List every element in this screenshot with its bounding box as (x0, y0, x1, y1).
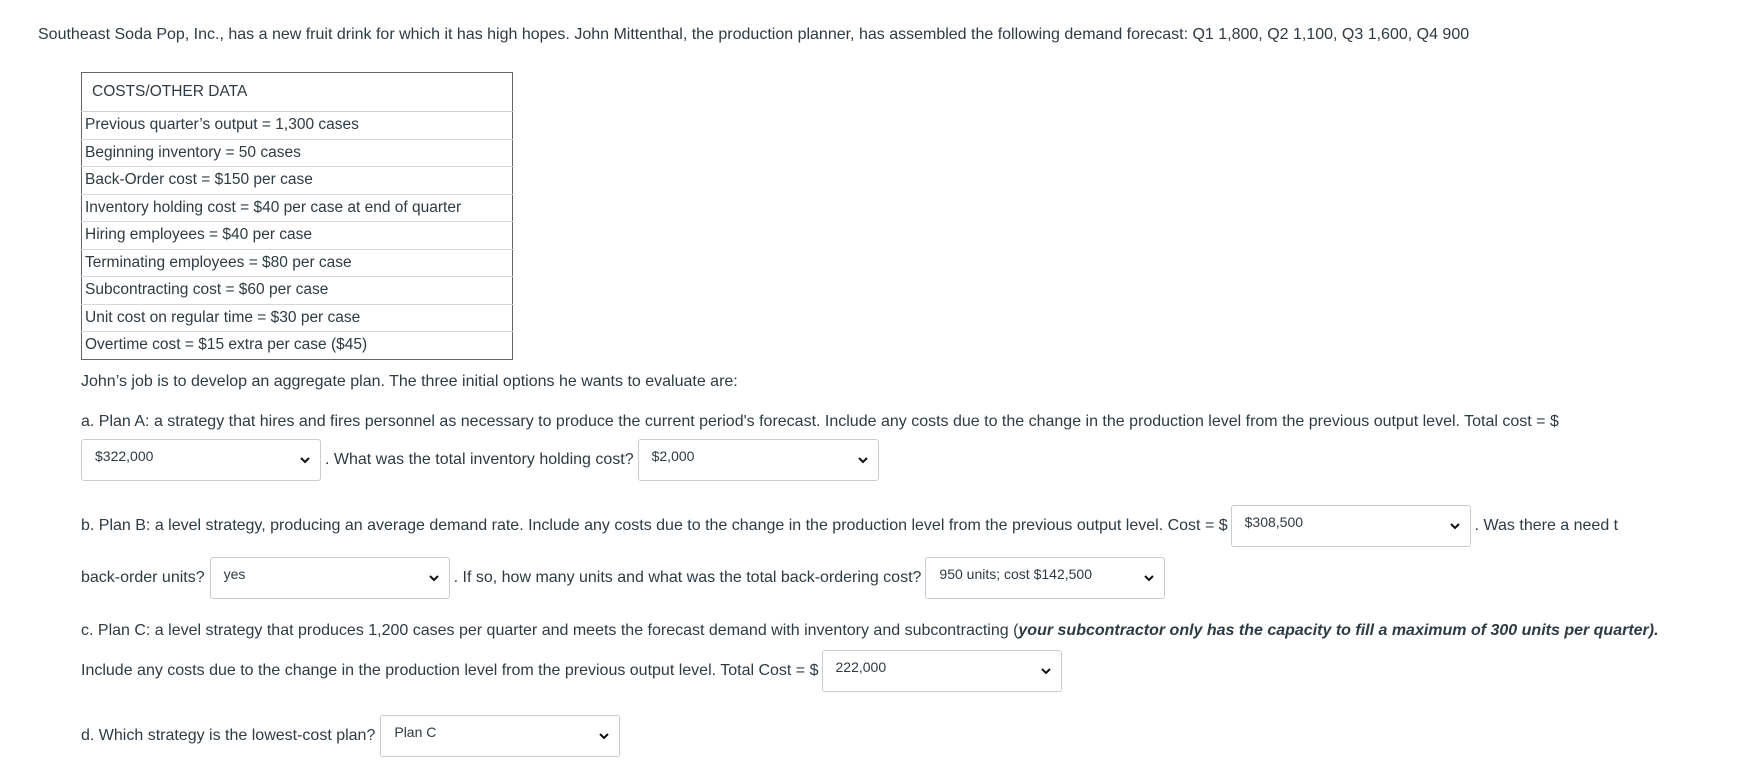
plan-b-cost-select[interactable] (1231, 505, 1471, 547)
plan-a-holding-cost-select[interactable] (638, 439, 879, 481)
part-a-question-2: . What was the total inventory holding cost? (325, 451, 634, 468)
costs-table-header: COSTS/OTHER DATA (82, 73, 513, 112)
part-b-line-1 (81, 505, 1618, 547)
chevron-down-icon (300, 455, 310, 465)
task-text: John’s job is to develop an aggregate plan. The three initial options he wants to evaluate are: (81, 373, 738, 390)
table-row: Previous quarter’s output = 1,300 cases (82, 112, 513, 140)
plan-b-backorder-need-select[interactable] (210, 557, 450, 599)
part-c-text-2: Include any costs due to the change in the production level from the previous output level. Total Cost = $ (81, 662, 819, 679)
part-a-answer-line (81, 439, 879, 481)
plan-b-backorder-answer-value: 950 units; cost $142,500 (939, 566, 1092, 582)
chevron-down-icon (1144, 573, 1154, 583)
part-a-text: a. Plan A: a strategy that hires and fires personnel as necessary to produce the current period's forecast. Include any costs due to the change in the production level from the previous output level. Total cost = $ (81, 413, 1559, 430)
table-row: Unit cost on regular time = $30 per case (82, 304, 513, 332)
part-d-line (81, 715, 620, 757)
plan-b-cost-value: $308,500 (1244, 514, 1304, 530)
table-row: Inventory holding cost = $40 per case at end of quarter (82, 194, 513, 222)
plan-c-total-cost-select[interactable] (822, 650, 1062, 692)
part-b-question-2-start: . Was there a need t (1474, 517, 1619, 534)
plan-a-total-cost-value: $322,000 (95, 448, 154, 464)
part-c-text: c. Plan C: a level strategy that produces 1,200 cases per quarter and meets the forecast demand with inventory and subcontracting ( (81, 622, 1019, 639)
table-row: Overtime cost = $15 extra per case ($45) (82, 332, 513, 360)
part-c-line-2 (81, 650, 1062, 692)
plan-c-total-cost-value: 222,000 (835, 659, 887, 675)
part-c-line-1 (81, 622, 1659, 640)
costs-table (81, 72, 513, 360)
table-row: Terminating employees = $80 per case (82, 249, 513, 277)
chevron-down-icon (429, 573, 439, 583)
plan-a-holding-cost-value: $2,000 (651, 448, 695, 464)
chevron-down-icon (599, 731, 609, 741)
part-b-question-3: . If so, how many units and what was the total back-ordering cost? (453, 569, 922, 586)
part-c-emphasis: your subcontractor only has the capacity to fill a maximum of 300 units per quarter). (1018, 622, 1659, 639)
part-b-text: b. Plan B: a level strategy, producing an average demand rate. Include any costs due to the change in the production level from the previous output level. Cost = $ (81, 517, 1228, 534)
plan-b-backorder-need-value: yes (223, 566, 246, 582)
part-d-text: d. Which strategy is the lowest-cost plan? (81, 727, 376, 744)
chevron-down-icon (858, 455, 868, 465)
plan-b-backorder-answer-select[interactable] (925, 557, 1165, 599)
table-row: Subcontracting cost = $60 per case (82, 277, 513, 305)
lowest-cost-plan-select[interactable] (380, 715, 620, 757)
table-row: Beginning inventory = 50 cases (82, 139, 513, 167)
plan-a-total-cost-select[interactable] (81, 439, 321, 481)
chevron-down-icon (1041, 666, 1051, 676)
table-row: Back-Order cost = $150 per case (82, 167, 513, 195)
table-row: Hiring employees = $40 per case (82, 222, 513, 250)
question-intro: Southeast Soda Pop, Inc., has a new fruit drink for which it has high hopes. John Mittenthal, the production planner, has assembled the following demand forecast: Q1 1,800, Q2 1,100, Q3 1,600, Q4 900 (38, 26, 1470, 43)
chevron-down-icon (1450, 521, 1460, 531)
part-b-line-2 (81, 557, 1165, 599)
lowest-cost-plan-value: Plan C (394, 724, 437, 740)
part-b-question-2-end: back-order units? (81, 569, 205, 586)
